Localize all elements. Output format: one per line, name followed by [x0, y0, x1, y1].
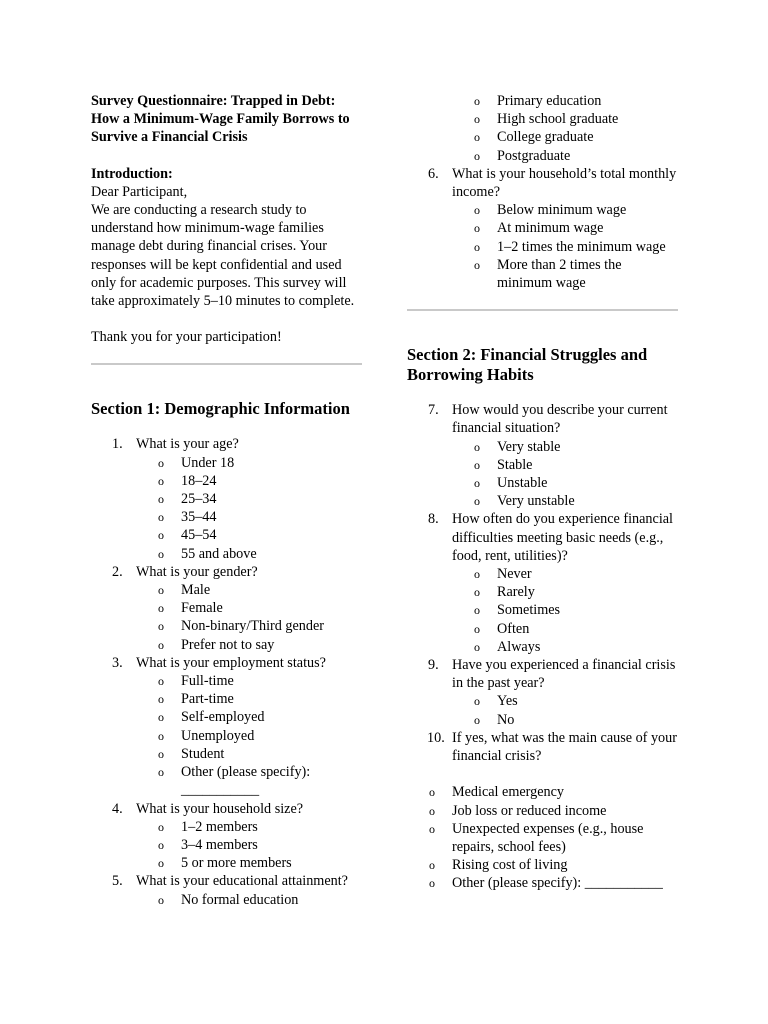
answer-option[interactable]: o Medical emergency [429, 784, 565, 801]
bullet-icon: o [158, 892, 164, 907]
answer-option[interactable]: o Stable [474, 456, 533, 473]
bullet-icon: o [158, 746, 164, 761]
answer-option[interactable]: o Primary education [474, 93, 602, 109]
answer-option[interactable]: o 35–44 [158, 509, 217, 526]
left-column [91, 92, 363, 909]
intro-heading: Introduction: [91, 165, 173, 182]
answer-option[interactable]: o 5 or more members [158, 855, 292, 872]
answer-option[interactable]: o Unemployed [158, 727, 255, 744]
question: 6. What is your household’s total monthly income? [428, 165, 677, 201]
bullet-icon: o [158, 837, 164, 852]
answer-option[interactable]: o 25–34 [158, 491, 217, 508]
bullet-icon: o [474, 457, 480, 472]
answer-option[interactable]: o Often [474, 620, 530, 637]
question: 3. What is your employment status? [112, 654, 326, 671]
answer-option[interactable]: o Never [474, 566, 532, 583]
bullet-icon: o [158, 674, 164, 689]
bullet-icon: o [158, 728, 164, 743]
bullet-icon: o [474, 476, 480, 491]
answer-option[interactable]: o Sometimes [474, 602, 561, 619]
document-title: Survey Questionnaire: Trapped in Debt: How a Minimum-Wage Family Borrows to Survive a Financial Crisis [91, 93, 350, 146]
bullet-icon: o [158, 710, 164, 725]
bullet-icon: o [474, 257, 480, 272]
answer-option[interactable]: o At minimum wage [474, 220, 604, 237]
bullet-icon: o [474, 639, 480, 654]
bullet-icon: o [474, 494, 480, 509]
bullet-icon: o [158, 856, 164, 871]
answer-option[interactable]: o Female [158, 600, 223, 617]
bullet-icon: o [474, 439, 480, 454]
question: 4. What is your household size? [112, 800, 304, 817]
answer-option[interactable]: o Unstable [474, 475, 548, 492]
intro-thanks: Thank you for your participation! [91, 329, 282, 346]
question: 9. Have you experienced a financial crisis in the past year? [428, 657, 676, 692]
answer-option[interactable]: o Job loss or reduced income [429, 802, 607, 819]
bullet-icon: o [474, 694, 480, 709]
bullet-icon: o [474, 148, 480, 163]
question: 5. What is your educational attainment? [112, 873, 348, 890]
intro-body: We are conducting a research study to understand how minimum-wage families manage debt during financial crises. Your responses will be kept confidential and used only for academic purposes. This survey will take approximately 5–10 minutes to complete. [91, 202, 355, 310]
section2-heading: Section 2: Financial Struggles and Borrowing Habits [407, 345, 648, 385]
question: 10. If yes, what was the main cause of your financial crisis? [427, 729, 677, 765]
answer-option[interactable]: o High school graduate [474, 111, 619, 128]
answer-option[interactable]: o 3–4 members [158, 836, 258, 853]
answer-option[interactable]: o Male [158, 582, 211, 599]
bullet-icon: o [158, 819, 164, 834]
bullet-icon: o [158, 583, 164, 598]
answer-option[interactable]: o Rising cost of living [429, 857, 568, 874]
bullet-icon: o [474, 130, 480, 145]
bullet-icon: o [158, 528, 164, 543]
answer-option[interactable]: o 55 and above [158, 545, 257, 562]
bullet-icon: o [474, 94, 480, 108]
bullet-icon: o [158, 492, 164, 507]
answer-option[interactable]: o Very unstable [474, 493, 575, 510]
answer-option[interactable]: o Rarely [474, 584, 535, 601]
answer-option[interactable]: o No [474, 711, 515, 728]
bullet-icon: o [474, 621, 480, 636]
answer-option[interactable]: o 1–2 times the minimum wage [474, 238, 666, 255]
question: 7. How would you describe your current financial situation? [428, 402, 668, 437]
right-column [407, 92, 679, 893]
answer-option[interactable]: o Prefer not to say [158, 636, 275, 653]
bullet-icon: o [158, 765, 164, 780]
answer-option[interactable]: o Other (please specify): ___________ [429, 875, 663, 892]
answer-option[interactable]: o Yes [474, 693, 518, 710]
bullet-icon: o [429, 803, 435, 818]
answer-option[interactable]: o 45–54 [158, 527, 217, 544]
intro-greeting: Dear Participant, [91, 183, 188, 200]
answer-option[interactable]: o Other (please specify): ___________ [158, 764, 311, 799]
bullet-icon: o [158, 692, 164, 707]
bullet-icon: o [158, 619, 164, 634]
bullet-icon: o [158, 546, 164, 561]
bullet-icon: o [474, 567, 480, 582]
question: 8. How often do you experience financial difficulties meeting basic needs (e.g., food, rent, utilities)? [428, 511, 674, 564]
question: 2. What is your gender? [112, 563, 258, 580]
answer-option[interactable]: o More than 2 times the minimum wage [474, 256, 622, 292]
answer-option[interactable]: o 1–2 members [158, 818, 258, 835]
answer-option[interactable]: o Under 18 [158, 454, 235, 471]
bullet-icon: o [158, 601, 164, 616]
answer-option[interactable]: o Below minimum wage [474, 202, 627, 219]
answer-option[interactable]: o College graduate [474, 129, 594, 146]
bullet-icon: o [429, 858, 435, 873]
bullet-icon: o [474, 203, 480, 218]
section1-heading: Section 1: Demographic Information [91, 399, 350, 419]
bullet-icon: o [474, 239, 480, 254]
bullet-icon: o [158, 455, 164, 470]
bullet-icon: o [158, 473, 164, 488]
answer-option[interactable]: o Very stable [474, 438, 561, 455]
bullet-icon: o [474, 712, 480, 727]
answer-option[interactable]: o Postgraduate [474, 147, 571, 164]
answer-option[interactable]: o Student [158, 745, 225, 762]
bullet-icon: o [158, 637, 164, 652]
bullet-icon: o [474, 221, 480, 236]
answer-option[interactable]: o Full-time [158, 673, 234, 690]
answer-option[interactable]: o Part-time [158, 691, 234, 708]
bullet-icon: o [474, 603, 480, 618]
bullet-icon: o [474, 585, 480, 600]
answer-option[interactable]: o Always [474, 638, 541, 655]
answer-option[interactable]: o 18–24 [158, 472, 217, 489]
question: 1. What is your age? [112, 436, 239, 453]
bullet-icon: o [429, 785, 435, 800]
bullet-icon: o [158, 510, 164, 525]
bullet-icon: o [429, 876, 435, 891]
bullet-icon: o [474, 112, 480, 127]
answer-option[interactable]: o Non-binary/Third gender [158, 618, 325, 635]
bullet-icon: o [429, 821, 435, 836]
answer-option[interactable]: o Unexpected expenses (e.g., house repairs, school fees) [429, 820, 644, 855]
answer-option[interactable]: o No formal education [158, 891, 299, 908]
answer-option[interactable]: o Self-employed [158, 709, 265, 726]
